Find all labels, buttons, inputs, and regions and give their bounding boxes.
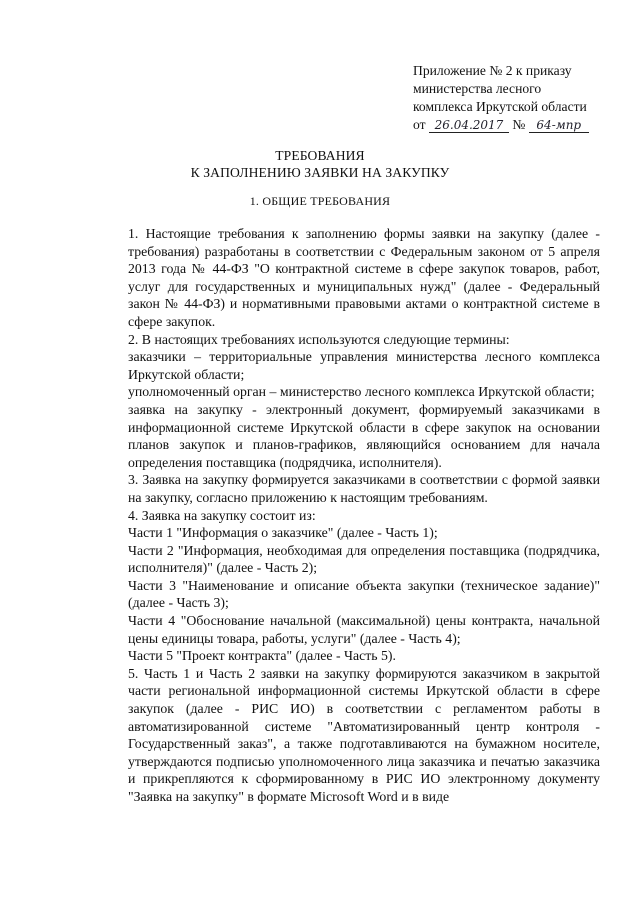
handwritten-date: 26.04.2017 <box>429 119 509 133</box>
from-prefix: от <box>413 117 426 132</box>
paragraph-6: 3. Заявка на закупку формируется заказчиками в соответствии с формой заявки на закупку, согласно приложению к настоящим требованиям. <box>128 472 600 505</box>
paragraph-5: заявка на закупку - электронный документ, формируемый заказчиками в информационной системе Иркутской области в сфере закупок на основании планов закупок и планов-графиков, являющийся основанием для начала определения поставщика (подрядчика, исполнителя). <box>128 401 600 470</box>
appendix-block <box>413 62 628 134</box>
number-prefix: № <box>512 117 526 132</box>
appendix-line-3: комплекса Иркутской области <box>413 99 587 114</box>
paragraph-2: 2. В настоящих требованиях используются следующие термины: <box>128 331 510 347</box>
handwritten-number: 64-мпр <box>529 119 589 133</box>
paragraph-7: 4. Заявка на закупку состоит из: <box>128 507 316 523</box>
section-heading: 1. ОБЩИЕ ТРЕБОВАНИЯ <box>249 194 391 208</box>
appendix-line-2: министерства лесного <box>413 81 542 96</box>
paragraph-4: уполномоченный орган – министерство лесного комплекса Иркутской области; <box>128 384 595 400</box>
paragraph-11: Части 4 "Обоснование начальной (максимальной) цены контракта, начальной цены единицы товара, работы, услуги" (далее - Часть 4); <box>128 613 600 646</box>
document-title: ТРЕБОВАНИЯ <box>275 148 365 163</box>
document-body <box>128 225 600 806</box>
paragraph-13: 5. Часть 1 и Часть 2 заявки на закупку формируются заказчиком в закрытой части региональной информационной системы Иркутской области в сфере закупок (далее - РИС ИО) в соответствии с регламентом работы в автоматизированной системе "Автоматизированный центр контроля - Государственный заказ", а также подготавливаются на бумажном носителе, утверждаются подписью уполномоченного лица заказчика и печатью заказчика и прикрепляются к сформированному в РИС ИО электронному документу "Заявка на закупку" в формате Microsoft Word и в виде <box>128 665 600 804</box>
paragraph-1: 1. Настоящие требования к заполнению формы заявки на закупку (далее - требования) разработаны в соответствии с Федеральным законом от 5 апреля 2013 года № 44-ФЗ "О контрактной системе в сфере закупок товаров, работ, услуг для государственных и муниципальных нужд" (далее - Федеральный закон № 44-ФЗ) и нормативными правовыми актами о контрактной системе в сфере закупок. <box>128 226 600 329</box>
appendix-line-1: Приложение № 2 к приказу <box>413 63 572 78</box>
paragraph-3: заказчики – территориальные управления министерства лесного комплекса Иркутской области; <box>128 349 600 382</box>
paragraph-10: Части 3 "Наименование и описание объекта закупки (техническое задание)" (далее - Часть 3); <box>128 577 600 611</box>
document-subtitle: К ЗАПОЛНЕНИЮ ЗАЯВКИ НА ЗАКУПКУ <box>190 165 450 180</box>
paragraph-12: Части 5 "Проект контракта" (далее - Часть 5). <box>128 648 396 664</box>
paragraph-9: Части 2 "Информация, необходимая для определения поставщика (подрядчика, исполнителя)" (далее - Часть 2); <box>128 542 600 576</box>
paragraph-8: Части 1 "Информация о заказчике" (далее - Часть 1); <box>128 525 438 541</box>
appendix-line-4 <box>413 116 628 134</box>
